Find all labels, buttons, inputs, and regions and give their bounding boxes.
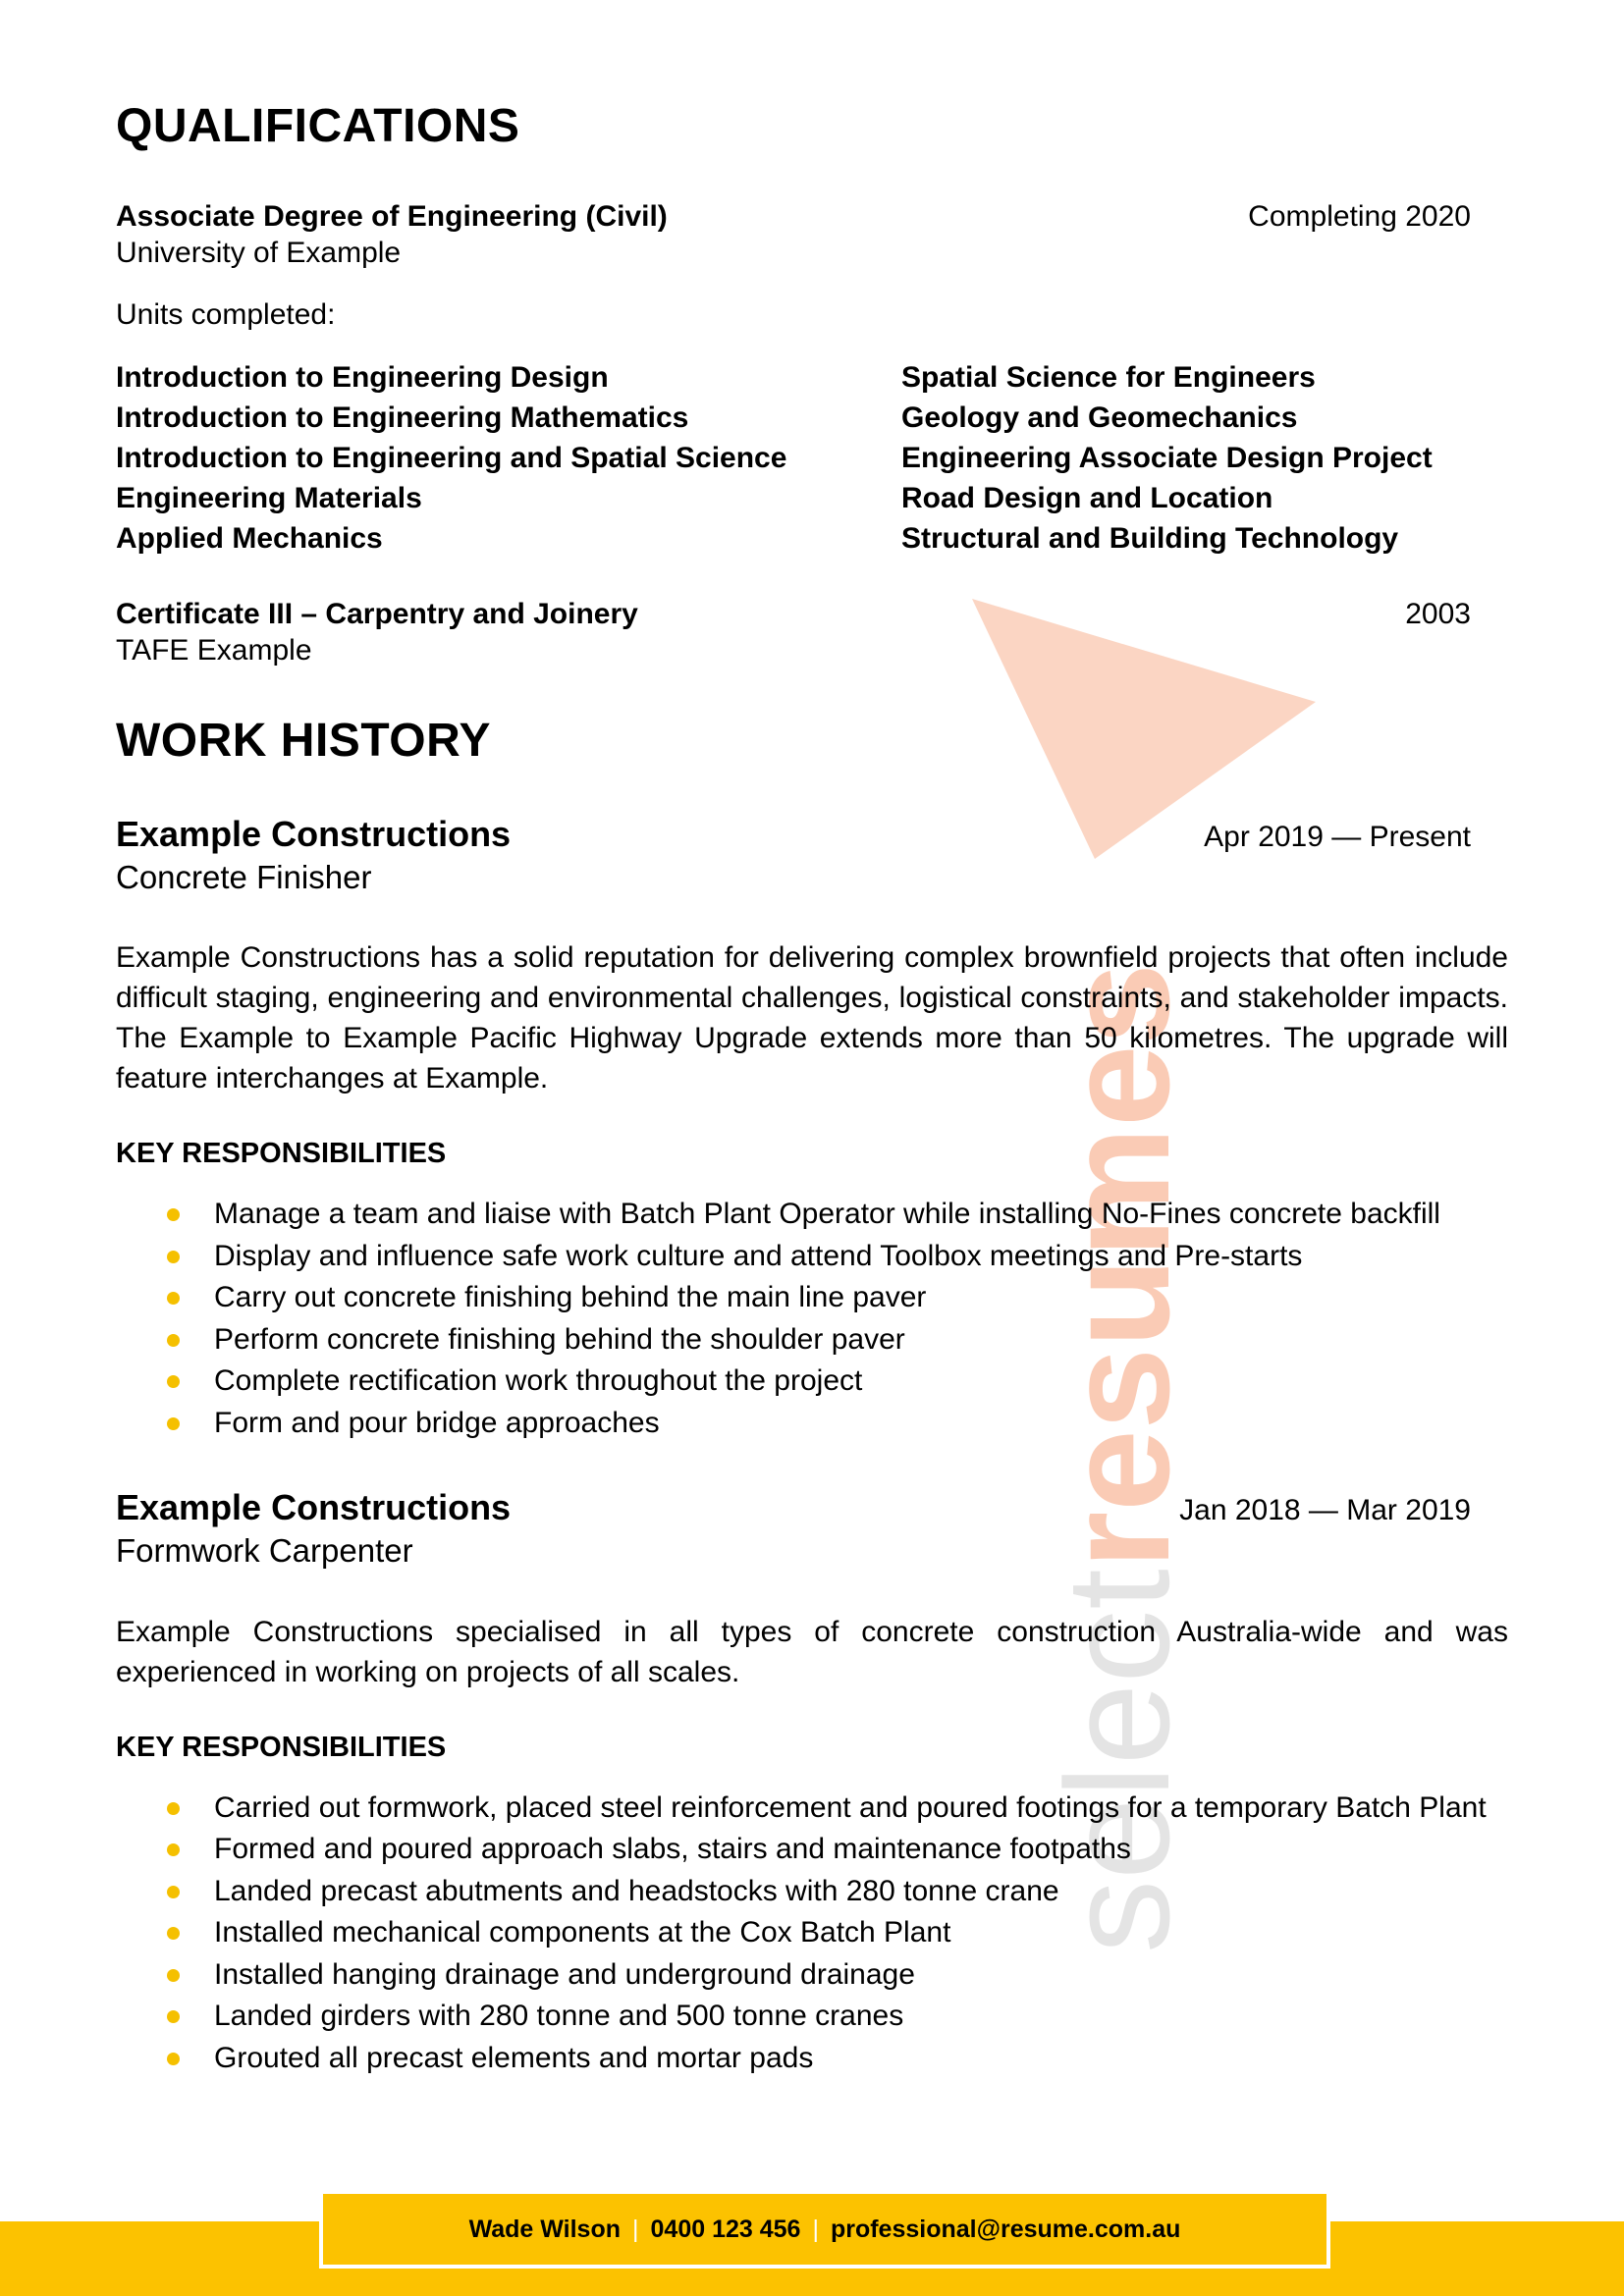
bullet-icon: [167, 1251, 180, 1263]
bullet-icon: [167, 1334, 180, 1347]
unit-item: Applied Mechanics: [116, 522, 383, 556]
watermark-text-brand: resumes: [1035, 963, 1200, 1570]
duty-text: Grouted all precast elements and mortar pads: [214, 2041, 814, 2074]
unit-item: Engineering Materials: [116, 482, 422, 515]
list-item: [116, 2038, 1508, 2080]
list-item: [116, 1788, 1508, 1830]
job-dates: Jan 2018 — Mar 2019: [1179, 1494, 1471, 1527]
degree-date: Completing 2020: [1248, 199, 1471, 233]
certificate-institution: TAFE Example: [116, 634, 312, 667]
units-grid: [116, 357, 1508, 559]
bullet-icon: [167, 1969, 180, 1982]
degree-title: Associate Degree of Engineering (Civil): [116, 199, 668, 233]
certificate-entry: [116, 598, 1508, 671]
list-item: [116, 1277, 1508, 1319]
unit-item: Introduction to Engineering Design: [116, 361, 609, 395]
job-employer: Example Constructions: [116, 1487, 512, 1528]
unit-item: Engineering Associate Design Project: [901, 442, 1433, 475]
job-dates: Apr 2019 — Present: [1204, 821, 1471, 854]
bullet-icon: [167, 1208, 180, 1221]
units-column-right: [901, 357, 1490, 559]
list-item: [116, 1319, 1508, 1362]
degree-institution: University of Example: [116, 236, 402, 269]
duty-text: Formed and poured approach slabs, stairs and maintenance footpaths: [214, 1833, 1131, 1866]
duty-text: Manage a team and liaise with Batch Plant Operator while installing No-Fines concrete backfill: [214, 1198, 1440, 1231]
duty-text: Installed mechanical components at the Cox Batch Plant: [214, 1916, 951, 1949]
duty-text: Landed girders with 280 tonne and 500 tonne cranes: [214, 2000, 904, 2033]
resume-content: [116, 98, 1508, 2079]
duty-text: Perform concrete finishing behind the shoulder paver: [214, 1322, 905, 1356]
duty-text: Carried out formwork, placed steel reinforcement and poured footings for a temporary Batch Plant: [214, 1790, 1487, 1824]
contact-name: Wade Wilson: [468, 2215, 622, 2243]
contact-footer: [319, 2194, 1330, 2269]
bullet-icon: [167, 1292, 180, 1305]
duty-text: Landed precast abutments and headstocks with 280 tonne crane: [214, 1874, 1059, 1907]
list-item: [116, 1996, 1508, 2038]
unit-item: Road Design and Location: [901, 482, 1273, 515]
work-history-heading: WORK HISTORY: [116, 714, 492, 767]
watermark-text-light: select: [1035, 1569, 1200, 1953]
degree-entry: [116, 200, 1508, 560]
contact-phone[interactable]: 0400 123 456: [650, 2215, 801, 2243]
list-item: [116, 1194, 1508, 1236]
job-employer: Example Constructions: [116, 814, 512, 855]
duty-text: Complete rectification work throughout the project: [214, 1364, 863, 1398]
job-description: Example Constructions has a solid reputation for delivering complex brownfield projects that often include difficult staging, engineering and environmental challenges, logistical constraints, and stakeholder impacts. The Example to Example Pacific Highway Upgrade extends more than 50 kilometres. The upgrade will feature interchanges at Example.: [116, 941, 1508, 1095]
bullet-icon: [167, 1417, 180, 1430]
contact-email[interactable]: professional@resume.com.au: [830, 2215, 1181, 2243]
duty-text: Installed hanging drainage and underground drainage: [214, 1957, 915, 1991]
responsibilities-list: [116, 1788, 1508, 2080]
bullet-icon: [167, 1886, 180, 1898]
key-responsibilities-heading: KEY RESPONSIBILITIES: [116, 1138, 447, 1170]
bullet-icon: [167, 1927, 180, 1940]
unit-item: Introduction to Engineering Mathematics: [116, 401, 689, 435]
unit-item: Spatial Science for Engineers: [901, 361, 1316, 395]
bullet-icon: [167, 1802, 180, 1815]
duty-text: Form and pour bridge approaches: [214, 1406, 660, 1439]
duty-text: Display and influence safe work culture and attend Toolbox meetings and Pre-starts: [214, 1239, 1303, 1272]
certificate-date: 2003: [1405, 598, 1471, 631]
key-responsibilities-heading: KEY RESPONSIBILITIES: [116, 1731, 447, 1763]
job-description: Example Constructions specialised in all types of concrete construction Australia-wide and was experienced in working on projects of all scales.: [116, 1615, 1508, 1688]
unit-item: Introduction to Engineering and Spatial Science: [116, 442, 787, 475]
units-label: Units completed:: [116, 298, 336, 332]
list-item: [116, 1912, 1508, 1954]
bullet-icon: [167, 1375, 180, 1388]
job-role: Formwork Carpenter: [116, 1532, 413, 1570]
unit-item: Geology and Geomechanics: [901, 401, 1298, 435]
duty-text: Carry out concrete finishing behind the main line paver: [214, 1281, 927, 1314]
units-column-left: [116, 357, 901, 559]
work-history-section: [116, 713, 1508, 2079]
list-item: [116, 1954, 1508, 1997]
list-item: [116, 1361, 1508, 1403]
qualifications-section: [116, 98, 1508, 671]
qualifications-heading: QUALIFICATIONS: [116, 100, 520, 152]
bullet-icon: [167, 1843, 180, 1856]
certificate-title: Certificate III – Carpentry and Joinery: [116, 598, 638, 631]
job-entry: [116, 1487, 1508, 2079]
bullet-icon: [167, 2010, 180, 2023]
responsibilities-list: [116, 1194, 1508, 1444]
unit-item: Structural and Building Technology: [901, 522, 1399, 556]
job-role: Concrete Finisher: [116, 859, 372, 896]
list-item: [116, 1403, 1508, 1445]
bullet-icon: [167, 2053, 180, 2065]
footer-separator: |: [812, 2215, 819, 2243]
job-entry: [116, 814, 1508, 1444]
list-item: [116, 1236, 1508, 1278]
footer-separator: |: [632, 2215, 639, 2243]
list-item: [116, 1871, 1508, 1913]
list-item: [116, 1829, 1508, 1871]
